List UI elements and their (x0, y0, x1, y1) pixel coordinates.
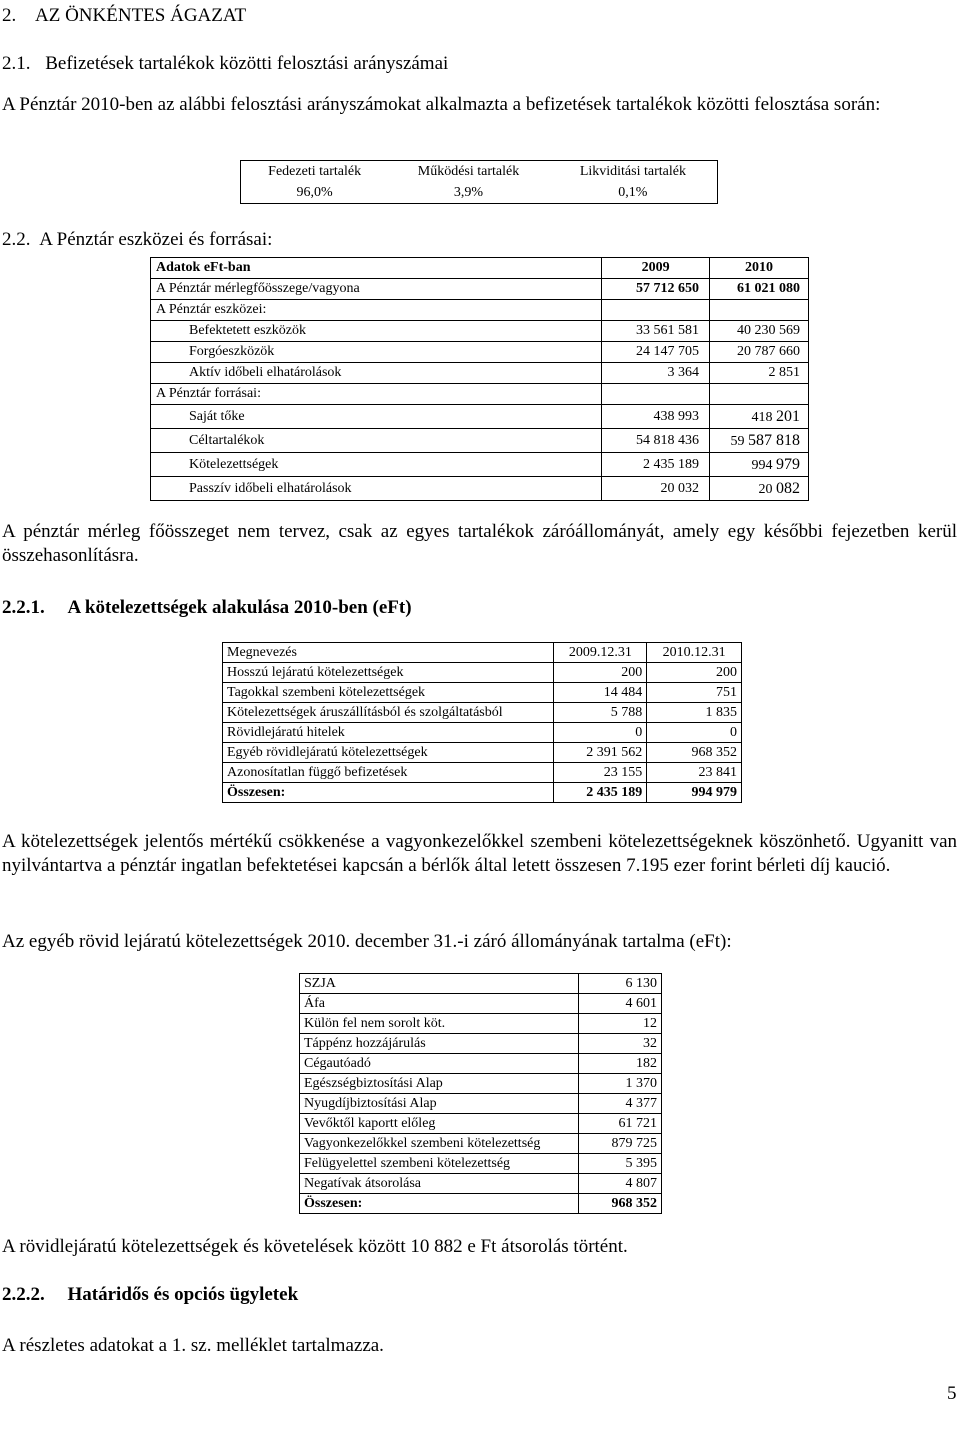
subsection-number: 2.2.1. (2, 597, 45, 618)
table-cell: Kötelezettségek (151, 453, 602, 477)
subsection-2-2-2-heading (2, 1284, 298, 1306)
table-cell: 4 377 (579, 1094, 662, 1114)
header-year: 2009 (641, 260, 670, 275)
table-cell: Felügyelettel szembeni kötelezettség (300, 1154, 579, 1174)
table-cell: 40 230 569 (710, 321, 809, 342)
table-header-cell (602, 258, 710, 279)
table-cell: 20 032 (602, 477, 710, 501)
table-cell: 994 979 (710, 453, 809, 477)
page-number: 5 (947, 1383, 957, 1404)
table-row (300, 1054, 662, 1074)
table-header-cell: Működési tartalék (417, 163, 520, 179)
table-row (223, 723, 742, 743)
table-row (151, 429, 809, 453)
table-cell: A Pénztár eszközei: (151, 300, 602, 321)
subsection-title: A Pénztár eszközei és forrásai: (39, 229, 273, 250)
table-cell: Céltartalékok (151, 429, 602, 453)
table-row (300, 1074, 662, 1094)
liabilities-note: A kötelezettségek jelentős mértékű csökkenése a vagyonkezelőkkel szembeni kötelezettségeknek köszönhető. Ugyanitt van nyilvántartva a pénztár ingatlan befektetései kapcsán a bérlők által letett összesen 7.195 ezer forint bérleti díj kaució. (2, 831, 957, 876)
table-cell: Egészségbiztosítási Alap (300, 1074, 579, 1094)
table-cell: 1 370 (579, 1074, 662, 1094)
subsection-title: Befizetések tartalékok közötti felosztási arányszámai (45, 53, 449, 74)
subsection-number: 2.1. (2, 53, 31, 74)
table-cell: 12 (579, 1014, 662, 1034)
table-cell: Passzív időbeli elhatárolások (151, 477, 602, 501)
table-header-cell: 2010.12.31 (647, 643, 742, 663)
section-heading (2, 5, 246, 27)
table-header-cell: Megnevezés (223, 643, 554, 663)
table-cell: 200 (554, 663, 647, 683)
table-row (300, 1174, 662, 1194)
table-cell: Egyéb rövidlejáratú kötelezettségek (223, 743, 554, 763)
table-cell: 200 (647, 663, 742, 683)
allocation-table (240, 160, 718, 204)
table-row (241, 182, 718, 204)
table-cell: Aktív időbeli elhatárolások (151, 363, 602, 384)
table-row (151, 279, 809, 300)
table-cell: 2 391 562 (554, 743, 647, 763)
table-cell: 14 484 (554, 683, 647, 703)
table-cell: A Pénztár forrásai: (151, 384, 602, 405)
table-cell: 6 130 (579, 974, 662, 994)
table-row (151, 363, 809, 384)
table-row (151, 321, 809, 342)
section-number: 2. (2, 5, 17, 26)
section-title: AZ ÖNKÉNTES ÁGAZAT (35, 5, 247, 26)
table-row (241, 161, 718, 183)
annex-reference: A részletes adatokat a 1. sz. melléklet tartalmazza. (2, 1335, 384, 1356)
table-cell (710, 279, 809, 300)
table-header-cell (151, 258, 602, 279)
table-cell: Áfa (300, 994, 579, 1014)
table-cell: 32 (579, 1034, 662, 1054)
table-cell (602, 279, 710, 300)
table-cell: 3 364 (602, 363, 710, 384)
subsection-title: A kötelezettségek alakulása 2010-ben (eFt) (67, 597, 412, 618)
table-cell: 2 435 189 (554, 783, 647, 803)
table-cell: 0 (647, 723, 742, 743)
table-cell: 4 807 (579, 1174, 662, 1194)
table-cell: Táppénz hozzájárulás (300, 1034, 579, 1054)
table-cell: 0,1% (618, 184, 648, 200)
table-cell: Cégautóadó (300, 1054, 579, 1074)
table-cell: 23 155 (554, 763, 647, 783)
table-row (300, 1014, 662, 1034)
table-cell: Forgóeszközök (151, 342, 602, 363)
subsection-2-2-heading (2, 229, 272, 251)
table-cell: Negatívak átsorolása (300, 1174, 579, 1194)
short-term-note: A rövidlejáratú kötelezettségek és követelések között 10 882 e Ft átsorolás történt. (2, 1236, 628, 1257)
balance-note: A pénztár mérleg főösszeget nem tervez, csak az egyes tartalékok záróállományát, amely egy későbbi fejezetben kerül összehasonlításra. (2, 521, 957, 566)
table-row (151, 300, 809, 321)
subsection-number: 2.2.2. (2, 1284, 45, 1305)
table-header-cell (710, 258, 809, 279)
table-cell: 5 788 (554, 703, 647, 723)
value: 57 712 650 (636, 281, 700, 296)
table-row (223, 743, 742, 763)
table-row-total (300, 1194, 662, 1214)
table-row (300, 1094, 662, 1114)
table-cell: 182 (579, 1054, 662, 1074)
table-cell: 23 841 (647, 763, 742, 783)
value: 61 021 080 (737, 281, 800, 296)
table-row (223, 643, 742, 663)
table-row (223, 683, 742, 703)
table-cell: 968 352 (579, 1194, 662, 1214)
table-row (300, 974, 662, 994)
table-row (151, 384, 809, 405)
subsection-2-2-1-heading (2, 597, 412, 619)
table-row (151, 405, 809, 429)
table-cell: 2 435 189 (602, 453, 710, 477)
table-cell: Külön fel nem sorolt köt. (300, 1014, 579, 1034)
table-row (223, 703, 742, 723)
table-cell: A Pénztár mérlegfőösszege/vagyona (151, 279, 602, 300)
subsection-2-1-heading (2, 53, 448, 75)
table-cell: 751 (647, 683, 742, 703)
liabilities-table (222, 642, 742, 803)
table-cell: 968 352 (647, 743, 742, 763)
table-cell: Befektetett eszközök (151, 321, 602, 342)
table-cell: Nyugdíjbiztosítási Alap (300, 1094, 579, 1114)
table-cell: Összesen: (223, 783, 554, 803)
table-row (300, 1154, 662, 1174)
table-row (300, 1114, 662, 1134)
table-row (151, 258, 809, 279)
table-cell: Kötelezettségek áruszállításból és szolgáltatásból (223, 703, 554, 723)
table-header-cell: 2009.12.31 (554, 643, 647, 663)
table-cell: 438 993 (602, 405, 710, 429)
table-cell: 33 561 581 (602, 321, 710, 342)
table-row (151, 453, 809, 477)
table-cell: 20 082 (710, 477, 809, 501)
table-cell: SZJA (300, 974, 579, 994)
table-row-total (223, 783, 742, 803)
table-cell: Vevőktől kaportt előleg (300, 1114, 579, 1134)
table-cell: 418 201 (710, 405, 809, 429)
table-cell: Saját tőke (151, 405, 602, 429)
table-row (300, 1134, 662, 1154)
table-header-cell: Likviditási tartalék (579, 163, 686, 179)
table-cell: 5 395 (579, 1154, 662, 1174)
header-label: Adatok eFt-ban (156, 260, 251, 275)
table-header-cell: Fedezeti tartalék (268, 163, 362, 179)
table-cell: Rövidlejáratú hitelek (223, 723, 554, 743)
table-cell: Tagokkal szembeni kötelezettségek (223, 683, 554, 703)
table-cell: 0 (554, 723, 647, 743)
table-cell: 3,9% (453, 184, 484, 200)
table-cell: Összesen: (300, 1194, 579, 1214)
table-cell: 61 721 (579, 1114, 662, 1134)
table-cell: 24 147 705 (602, 342, 710, 363)
table-row (300, 994, 662, 1014)
table-row (223, 663, 742, 683)
short-term-table (299, 973, 662, 1214)
table-cell: 4 601 (579, 994, 662, 1014)
table-row (151, 477, 809, 501)
table-cell: 54 818 436 (602, 429, 710, 453)
table-cell: 59 587 818 (710, 429, 809, 453)
table-row (151, 342, 809, 363)
table-cell: 994 979 (647, 783, 742, 803)
table-row (300, 1034, 662, 1054)
table-cell: 20 787 660 (710, 342, 809, 363)
balance-table (150, 257, 809, 501)
table-cell: 96,0% (296, 184, 333, 200)
table-cell: Vagyonkezelőkkel szembeni kötelezettség (300, 1134, 579, 1154)
table-row (223, 763, 742, 783)
table-cell: 2 851 (710, 363, 809, 384)
short-term-intro: Az egyéb rövid lejáratú kötelezettségek 2010. december 31.-i záró állományának tartalma (eFt): (2, 931, 732, 952)
table-cell: Hosszú lejáratú kötelezettségek (223, 663, 554, 683)
subsection-number: 2.2. (2, 229, 31, 250)
table-cell: Azonosítatlan függő befizetések (223, 763, 554, 783)
header-year: 2010 (745, 260, 774, 275)
allocation-intro: A Pénztár 2010-ben az alábbi felosztási arányszámokat alkalmazta a befizetések tartalékok közötti felosztása során: (2, 94, 881, 115)
subsection-title: Határidős és opciós ügyletek (67, 1284, 299, 1305)
table-cell: 879 725 (579, 1134, 662, 1154)
table-cell: 1 835 (647, 703, 742, 723)
